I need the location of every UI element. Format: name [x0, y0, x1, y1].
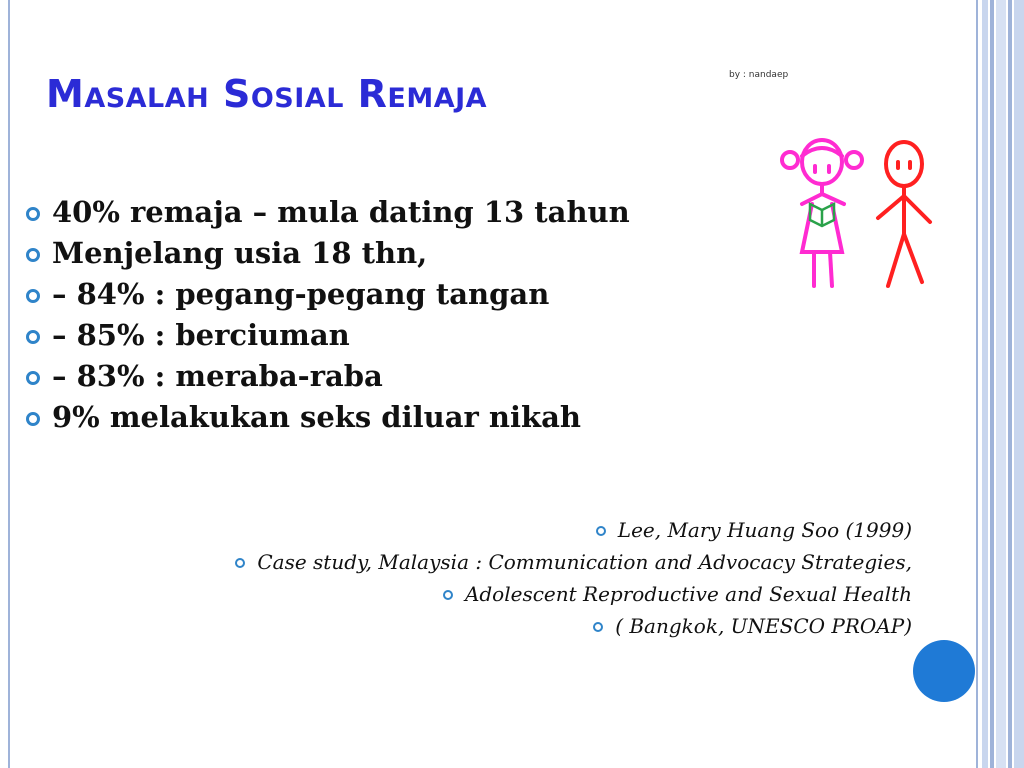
bullet-text: – 83% : meraba-raba [52, 359, 383, 393]
reference-text: Lee, Mary Huang Soo (1999) [617, 518, 912, 542]
right-border-stripe [990, 0, 994, 768]
reference-item [211, 514, 912, 546]
main-bullet-list [24, 192, 630, 438]
right-border-stripe [1014, 0, 1024, 768]
bullet-item [24, 315, 630, 356]
reference-item [211, 546, 912, 578]
reference-item [211, 610, 912, 642]
bullet-item [24, 397, 630, 438]
bullet-text: Menjelang usia 18 thn, [52, 236, 428, 270]
boy-figure-drawing [878, 142, 930, 286]
book-icon [810, 204, 834, 226]
bullet-item [24, 274, 630, 315]
bullet-ring-icon [596, 526, 606, 536]
bullet-ring-icon [26, 289, 40, 303]
bullet-ring-icon [26, 330, 40, 344]
decorative-circle [913, 640, 975, 702]
left-border-line [8, 0, 10, 768]
bullet-item [24, 356, 630, 397]
reference-text: Case study, Malaysia : Communication and Advocacy Strategies, [257, 550, 912, 574]
slide-title: Masalah Sosial Remaja [46, 72, 488, 116]
bullet-text: – 85% : berciuman [52, 318, 350, 352]
bullet-item [24, 192, 630, 233]
bullet-text: 40% remaja – mula dating 13 tahun [52, 195, 630, 229]
bullet-ring-icon [593, 622, 603, 632]
right-border-stripe [982, 0, 988, 768]
bullet-text: 9% melakukan seks diluar nikah [52, 400, 581, 434]
bullet-item [24, 233, 630, 274]
bullet-ring-icon [443, 590, 453, 600]
author-credit: by : nandaep [729, 70, 789, 80]
reference-text: Adolescent Reproductive and Sexual Health [464, 582, 912, 606]
reference-list [211, 514, 912, 642]
right-border-stripe [996, 0, 1006, 768]
reference-item [211, 578, 912, 610]
right-border-stripe [976, 0, 978, 768]
bullet-ring-icon [26, 412, 40, 426]
bullet-ring-icon [26, 371, 40, 385]
reference-text: ( Bangkok, UNESCO PROAP) [615, 614, 912, 638]
bullet-ring-icon [235, 558, 245, 568]
stick-figures-drawing [772, 134, 942, 294]
bullet-text: – 84% : pegang-pegang tangan [52, 277, 550, 311]
right-border-stripe [1008, 0, 1012, 768]
bullet-ring-icon [26, 248, 40, 262]
bullet-ring-icon [26, 207, 40, 221]
